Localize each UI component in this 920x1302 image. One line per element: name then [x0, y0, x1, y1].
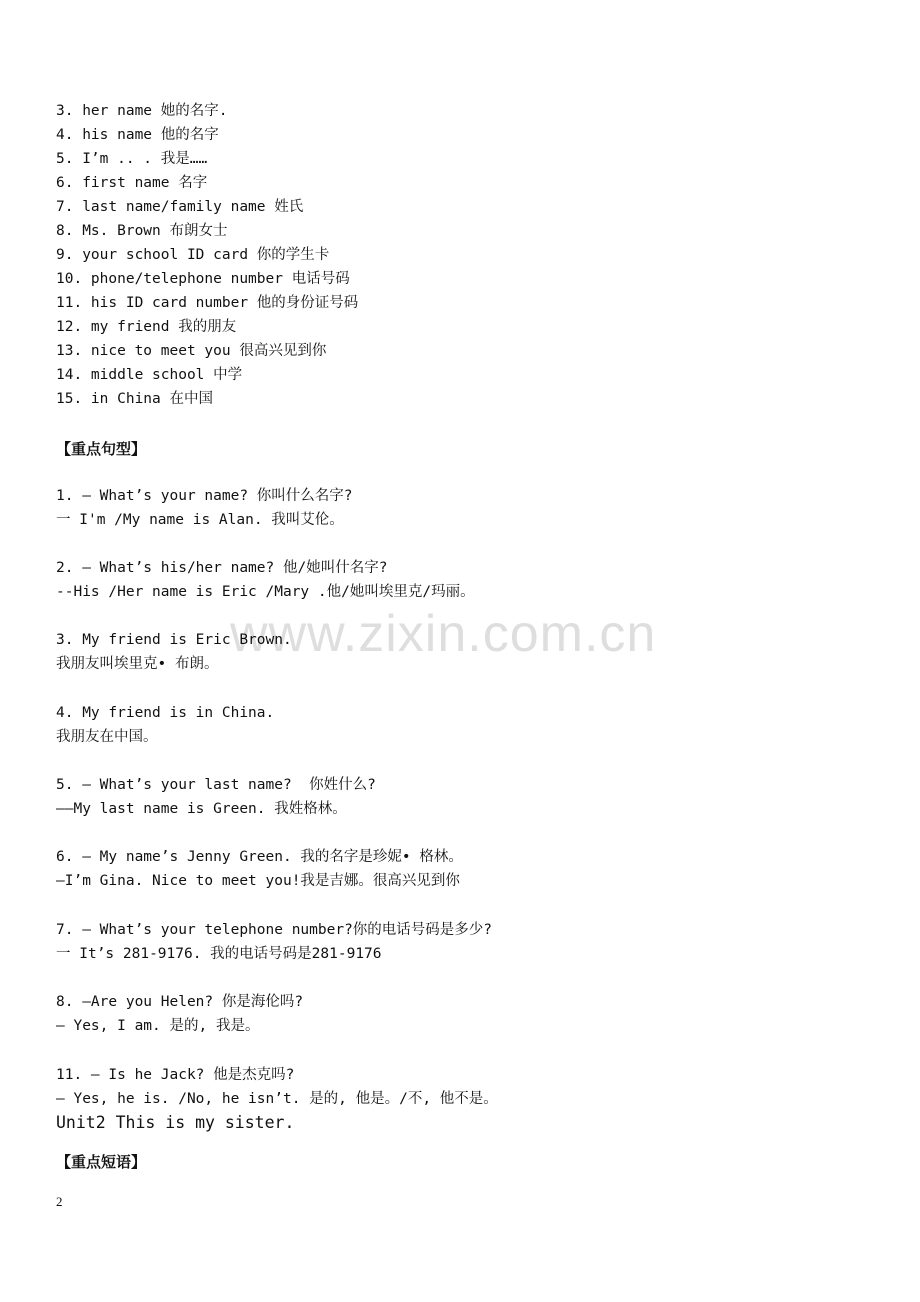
phrase-item: 3. her name 她的名字. [56, 103, 228, 119]
sentence-answer: ——My last name is Green. 我姓格林。 [56, 801, 347, 817]
sentence-question: 1. — What’s your name? 你叫什么名字? [56, 488, 353, 504]
sentence-question: 11. — Is he Jack? 他是杰克吗? [56, 1067, 295, 1083]
sentence-answer: —I’m Gina. Nice to meet you!我是吉娜。很高兴见到你 [56, 873, 460, 889]
sentence-answer: 我朋友在中国。 [56, 729, 158, 745]
phrase-item: 13. nice to meet you 很高兴见到你 [56, 343, 327, 359]
phrase-item: 10. phone/telephone number 电话号码 [56, 271, 350, 287]
sentence-answer: --His /Her name is Eric /Mary .他/她叫埃里克/玛丽。 [56, 584, 475, 600]
sentence-question: 7. — What’s your telephone number?你的电话号码是多少? [56, 922, 493, 938]
unit-title: Unit2 This is my sister. [56, 1113, 295, 1132]
section-heading-key-sentences: 【重点句型】 [56, 440, 147, 458]
sentence-answer: — Yes, he is. /No, he isn’t. 是的, 他是。/不, 他不是。 [56, 1091, 498, 1107]
sentence-answer: 一 I'm /My name is Alan. 我叫艾伦。 [56, 512, 344, 528]
phrase-item: 9. your school ID card 你的学生卡 [56, 247, 330, 263]
phrase-item: 8. Ms. Brown 布朗女士 [56, 223, 228, 239]
phrase-item: 11. his ID card number 他的身份证号码 [56, 295, 359, 311]
phrase-item: 5. I’m .. . 我是…… [56, 151, 208, 167]
page-number: 2 [56, 1194, 63, 1209]
sentence-question: 3. My friend is Eric Brown. [56, 632, 292, 648]
phrase-item: 7. last name/family name 姓氏 [56, 199, 304, 215]
sentence-question: 8. —Are you Helen? 你是海伦吗? [56, 994, 304, 1010]
sentence-question: 2. — What’s his/her name? 他/她叫什名字? [56, 560, 388, 576]
sentence-answer: 一 It’s 281-9176. 我的电话号码是281-9176 [56, 946, 382, 962]
phrase-item: 4. his name 他的名字 [56, 127, 219, 143]
phrase-item: 6. first name 名字 [56, 175, 208, 191]
sentence-question: 5. — What’s your last name? 你姓什么? [56, 777, 376, 793]
section-heading-key-phrases: 【重点短语】 [56, 1153, 147, 1171]
phrase-item: 12. my friend 我的朋友 [56, 319, 237, 335]
sentence-question: 4. My friend is in China. [56, 705, 275, 721]
sentence-answer: 我朋友叫埃里克• 布朗。 [56, 656, 219, 672]
watermark: www.zixin.com.cn [230, 605, 657, 663]
sentence-answer: — Yes, I am. 是的, 我是。 [56, 1018, 260, 1034]
sentence-question: 6. — My name’s Jenny Green. 我的名字是珍妮• 格林。 [56, 849, 463, 865]
phrase-item: 14. middle school 中学 [56, 367, 243, 383]
phrase-item: 15. in China 在中国 [56, 391, 213, 407]
